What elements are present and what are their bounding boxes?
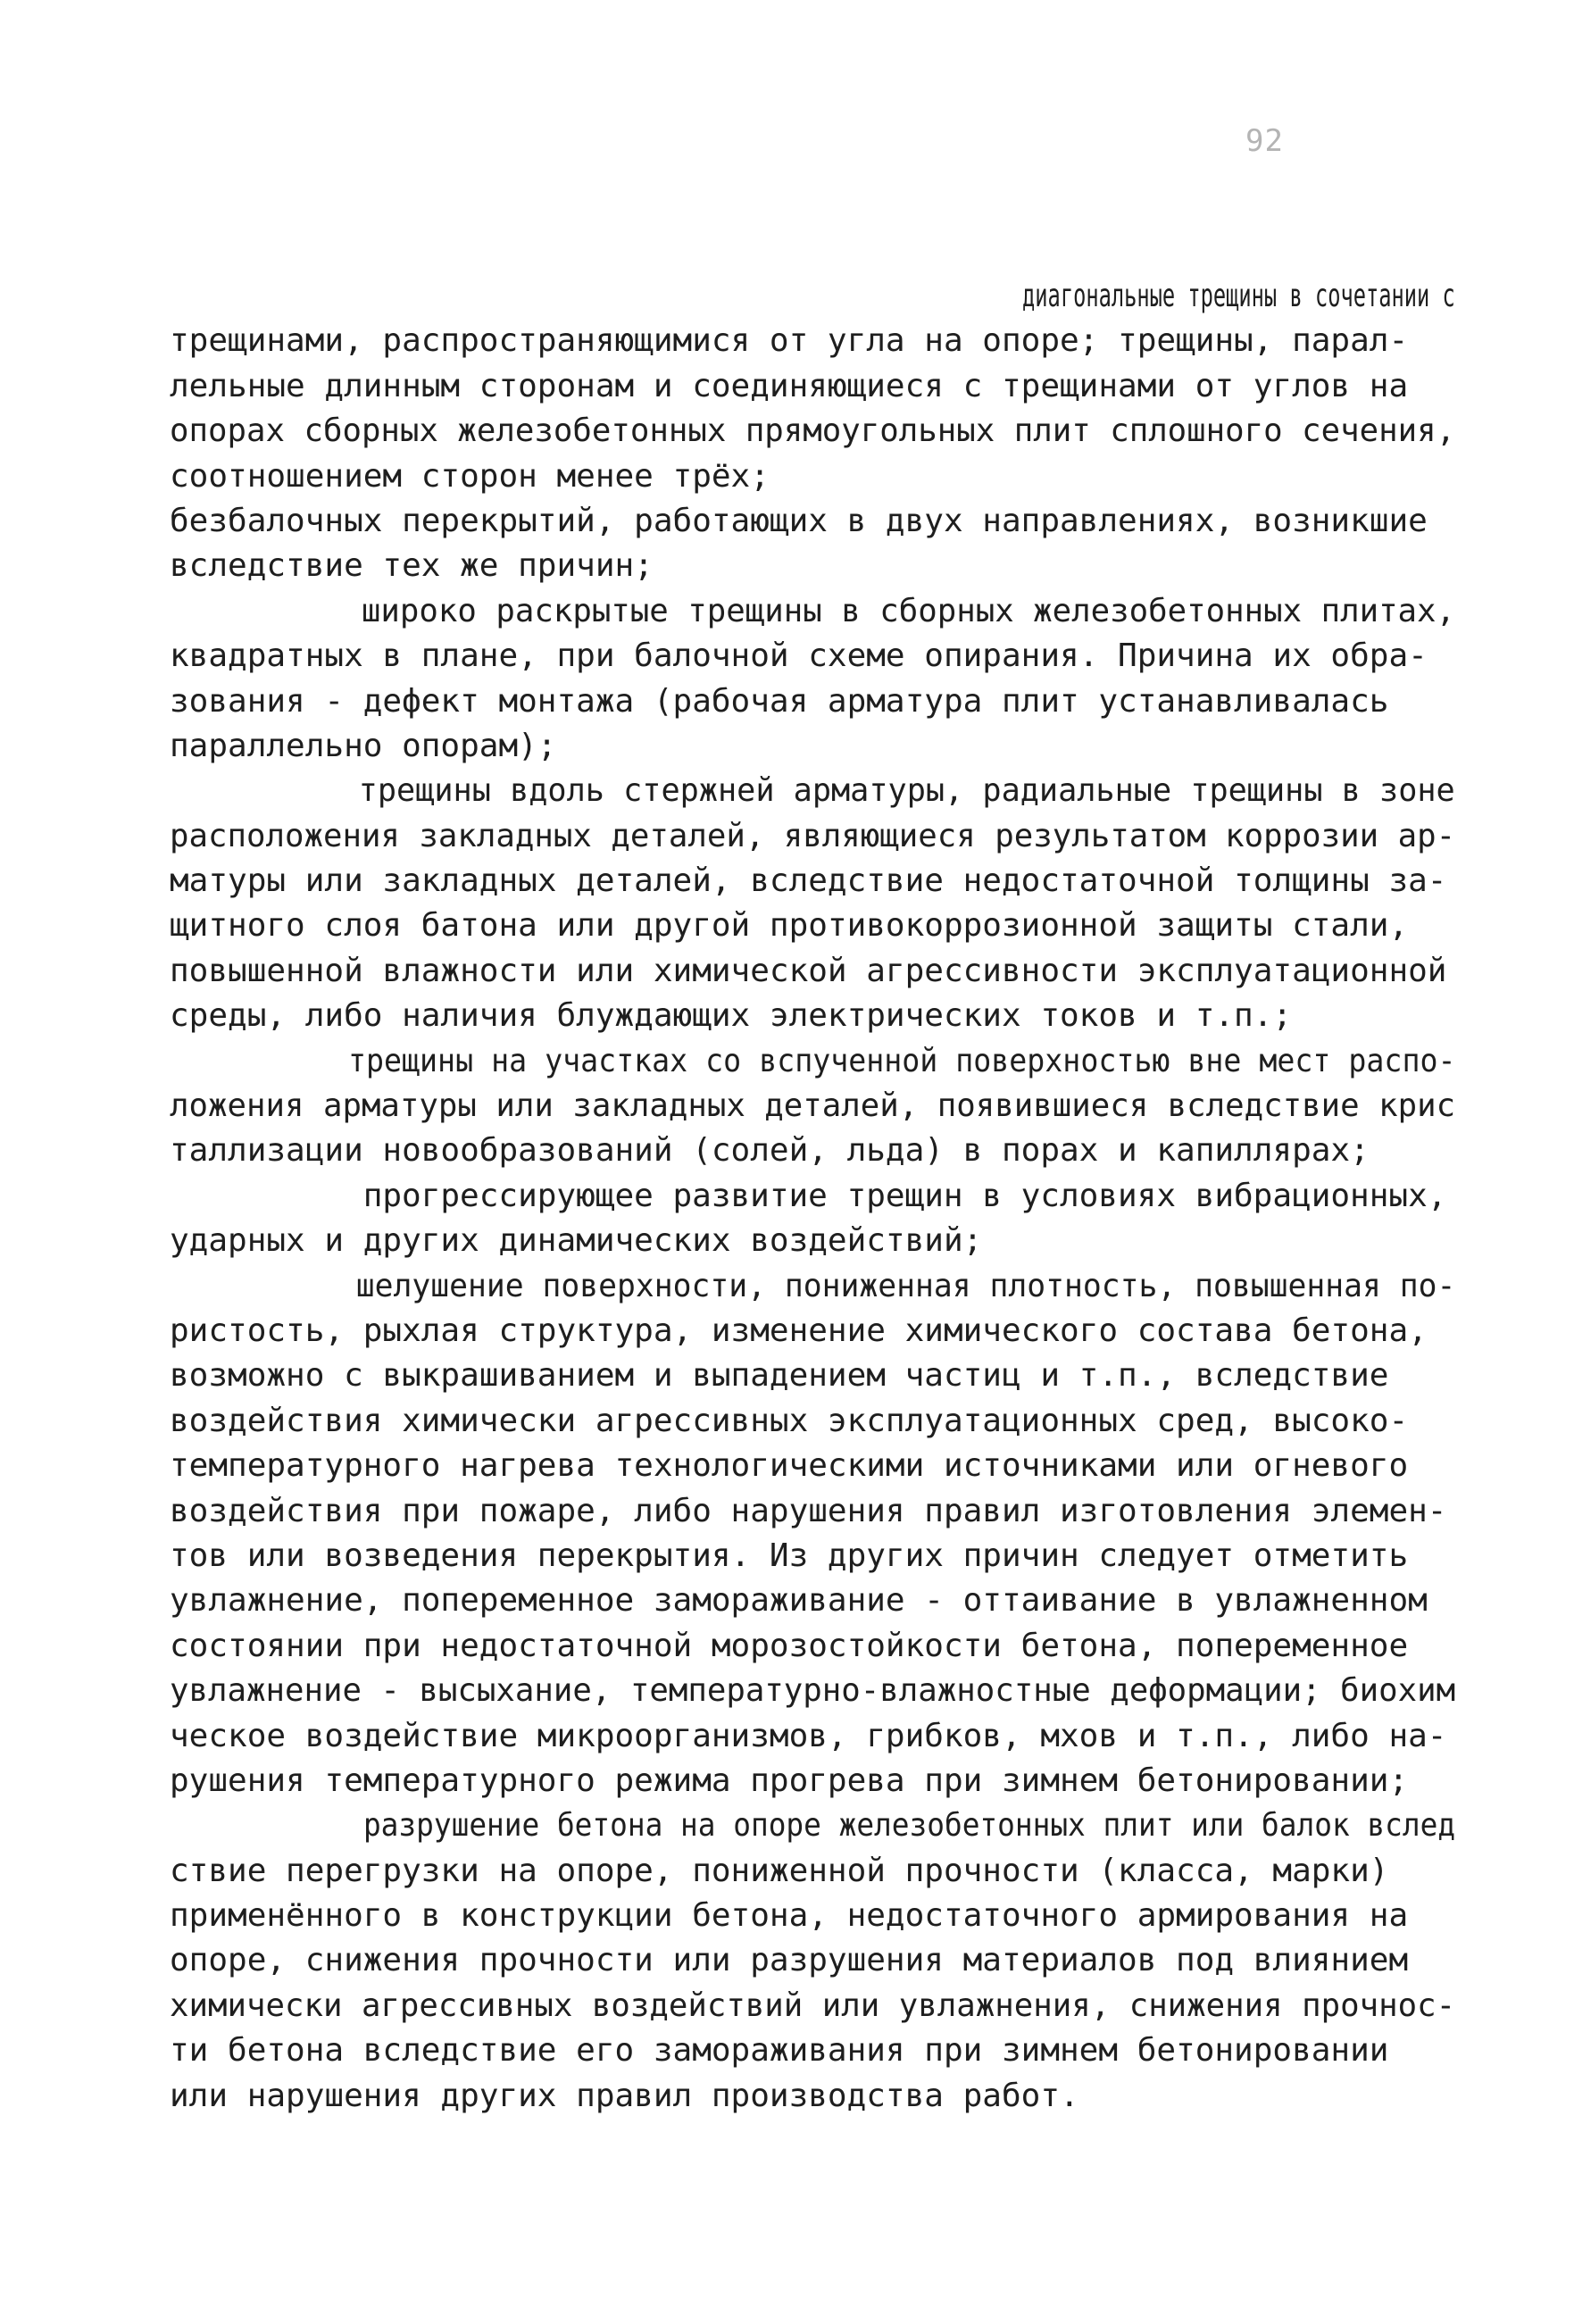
text-line: опорах сборных железобетонных прямоугольных плит сплошного сечения, — [170, 412, 1456, 450]
text-line: трещинами, распространяющимися от угла на опоре; трещины, парал- — [170, 322, 1409, 360]
text-line: повышенной влажности или химической агрессивности эксплуатационной — [170, 952, 1447, 989]
text-line: широко раскрытые трещины в сборных железобетонных плитах, — [361, 592, 1456, 629]
text-line: среды, либо наличия блуждающих электрических токов и т.п.; — [170, 997, 1293, 1035]
text-line: состоянии при недостаточной морозостойкости бетона, попеременное — [170, 1627, 1409, 1664]
text-line: химически агрессивных воздействий или увлажнения, снижения прочнос- — [170, 1987, 1456, 2024]
text-line: ристость, рыхлая структура, изменение химического состава бетона, — [170, 1312, 1428, 1349]
text-line: возможно с выкрашиванием и выпадением частиц и т.п., вследствие — [170, 1357, 1389, 1395]
text-line: параллельно опорам); — [170, 727, 557, 764]
body-text — [170, 274, 1455, 2119]
text-line: расположения закладных деталей, являющиеся результатом коррозии ар- — [170, 817, 1456, 854]
text-line: диагональные трещины в сочетании с — [1022, 278, 1455, 314]
text-line: ударных и других динамических воздействий; — [170, 1222, 983, 1260]
text-line: прогрессирующее развитие трещин в условиях вибрационных, — [362, 1177, 1447, 1214]
text-line: трещины вдоль стержней арматуры, радиальные трещины в зоне — [358, 772, 1455, 810]
text-line: тов или возведения перекрытия. Из других причин следует отметить — [170, 1537, 1409, 1574]
text-line: рушения температурного режима прогрева при зимнем бетонировании; — [170, 1762, 1409, 1799]
text-line: щитного слоя батона или другой противокоррозионной защиты стали, — [170, 907, 1409, 945]
text-line: увлажнение - высыхание, температурно-влажностные деформации; биохим — [170, 1672, 1456, 1710]
text-line: таллизации новообразований (солей, льда) в порах и капиллярах; — [170, 1132, 1370, 1170]
text-line: воздействия при пожаре, либо нарушения правил изготовления элемен- — [170, 1492, 1447, 1529]
text-line: ти бетона вследствие его замораживания при зимнем бетонировании — [170, 2032, 1389, 2070]
text-line: разрушение бетона на опоре железобетонных плит или балок вслед — [362, 1807, 1456, 1845]
text-line: зования - дефект монтажа (рабочая арматура плит устанавливалась — [170, 682, 1389, 720]
text-line: воздействия химически агрессивных эксплуатационных сред, высоко- — [170, 1402, 1409, 1439]
page-number: 92 — [1245, 123, 1284, 159]
text-line: безбалочных перекрытий, работающих в двух направлениях, возникшие — [170, 502, 1428, 539]
text-line: или нарушения других правил производства работ. — [170, 2077, 1079, 2114]
text-line: матуры или закладных деталей, вследствие недостаточной толщины за- — [170, 862, 1447, 900]
text-line: ствие перегрузки на опоре, пониженной прочности (класса, марки) — [170, 1852, 1389, 1889]
text-line: применённого в конструкции бетона, недостаточного армирования на — [170, 1897, 1409, 1935]
text-line: ческое воздействие микроорганизмов, грибков, мхов и т.п., либо на- — [170, 1717, 1447, 1754]
text-line: трещины на участках со вспученной поверхностью вне мест распо- — [348, 1042, 1456, 1079]
text-line: соотношением сторон менее трёх; — [170, 457, 770, 495]
text-line: лельные длинным сторонам и соединяющиеся с трещинами от углов на — [170, 367, 1409, 404]
text-line: опоре, снижения прочности или разрушения материалов под влиянием — [170, 1942, 1409, 1979]
text-line: вследствие тех же причин; — [170, 547, 654, 585]
text-line: температурного нагрева технологическими источниками или огневого — [170, 1447, 1409, 1485]
text-line: ложения арматуры или закладных деталей, появившиеся вследствие крис — [170, 1087, 1456, 1125]
text-line: увлажнение, попеременное замораживание - оттаивание в увлажненном — [170, 1582, 1428, 1620]
text-line: квадратных в плане, при балочной схеме опирания. Причина их обра- — [170, 637, 1428, 675]
text-line: шелушение поверхности, пониженная плотность, повышенная по- — [355, 1267, 1456, 1304]
